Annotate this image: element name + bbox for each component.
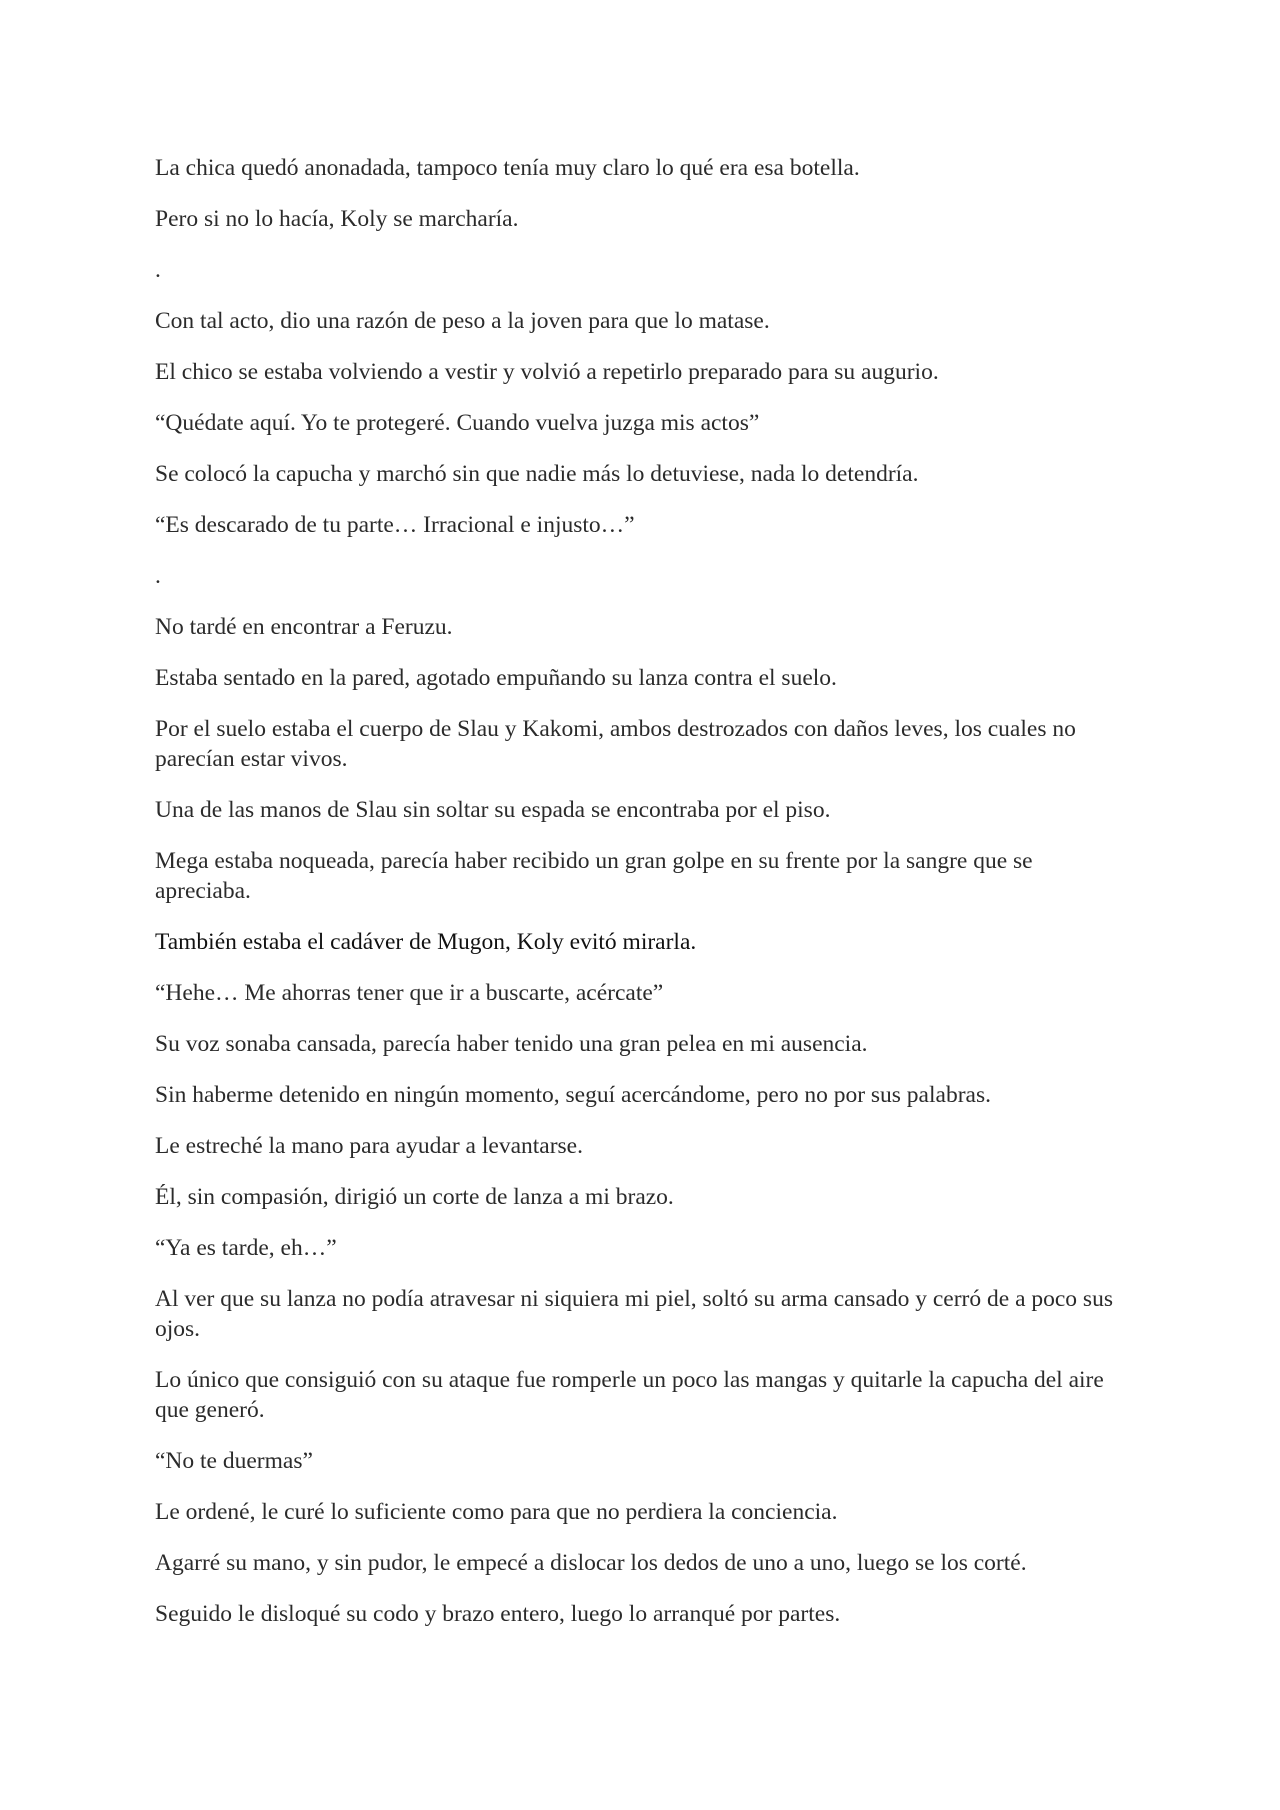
paragraph: No tardé en encontrar a Feruzu. — [155, 614, 453, 640]
paragraph: Mega estaba noqueada, parecía haber recibido un gran golpe en su frente por la sangre que se apreciaba. — [155, 848, 1033, 904]
paragraph: Pero si no lo hacía, Koly se marcharía. — [155, 206, 519, 232]
paragraph: Lo único que consiguió con su ataque fue romperle un poco las mangas y quitarle la capucha del aire que generó. — [155, 1367, 1104, 1423]
paragraph: Una de las manos de Slau sin soltar su espada se encontraba por el piso. — [155, 797, 831, 823]
paragraph: También estaba el cadáver de Mugon, Koly evitó mirarla. — [155, 929, 697, 955]
paragraph: “Quédate aquí. Yo te protegeré. Cuando vuelva juzga mis actos” — [155, 410, 760, 436]
paragraph: Al ver que su lanza no podía atravesar ni siquiera mi piel, soltó su arma cansado y cerró de a poco sus ojos. — [155, 1286, 1113, 1342]
paragraph: Su voz sonaba cansada, parecía haber tenido una gran pelea en mi ausencia. — [155, 1031, 868, 1057]
paragraph: Sin haberme detenido en ningún momento, seguí acercándome, pero no por sus palabras. — [155, 1082, 991, 1108]
paragraph: La chica quedó anonadada, tampoco tenía muy claro lo qué era esa botella. — [155, 155, 860, 181]
paragraph: “Ya es tarde, eh…” — [155, 1235, 337, 1261]
paragraph: “Hehe… Me ahorras tener que ir a buscarte, acércate” — [155, 980, 664, 1006]
paragraph-separator: . — [155, 257, 161, 283]
document-body — [155, 153, 1130, 1650]
paragraph: “No te duermas” — [155, 1448, 313, 1474]
paragraph: Le ordené, le curé lo suficiente como para que no perdiera la conciencia. — [155, 1499, 838, 1525]
paragraph: Por el suelo estaba el cuerpo de Slau y Kakomi, ambos destrozados con daños leves, los cuales no parecían estar vivos. — [155, 716, 1076, 772]
paragraph: Le estreché la mano para ayudar a levantarse. — [155, 1133, 583, 1159]
paragraph: Agarré su mano, y sin pudor, le empecé a dislocar los dedos de uno a uno, luego se los corté. — [155, 1550, 1027, 1576]
paragraph: Estaba sentado en la pared, agotado empuñando su lanza contra el suelo. — [155, 665, 837, 691]
paragraph: El chico se estaba volviendo a vestir y volvió a repetirlo preparado para su augurio. — [155, 359, 939, 385]
paragraph: “Es descarado de tu parte… Irracional e injusto…” — [155, 512, 635, 538]
paragraph: Seguido le disloqué su codo y brazo entero, luego lo arranqué por partes. — [155, 1601, 841, 1627]
paragraph-separator: . — [155, 563, 161, 589]
paragraph: Él, sin compasión, dirigió un corte de lanza a mi brazo. — [155, 1184, 674, 1210]
paragraph: Se colocó la capucha y marchó sin que nadie más lo detuviese, nada lo detendría. — [155, 461, 919, 487]
paragraph: Con tal acto, dio una razón de peso a la joven para que lo matase. — [155, 308, 770, 334]
